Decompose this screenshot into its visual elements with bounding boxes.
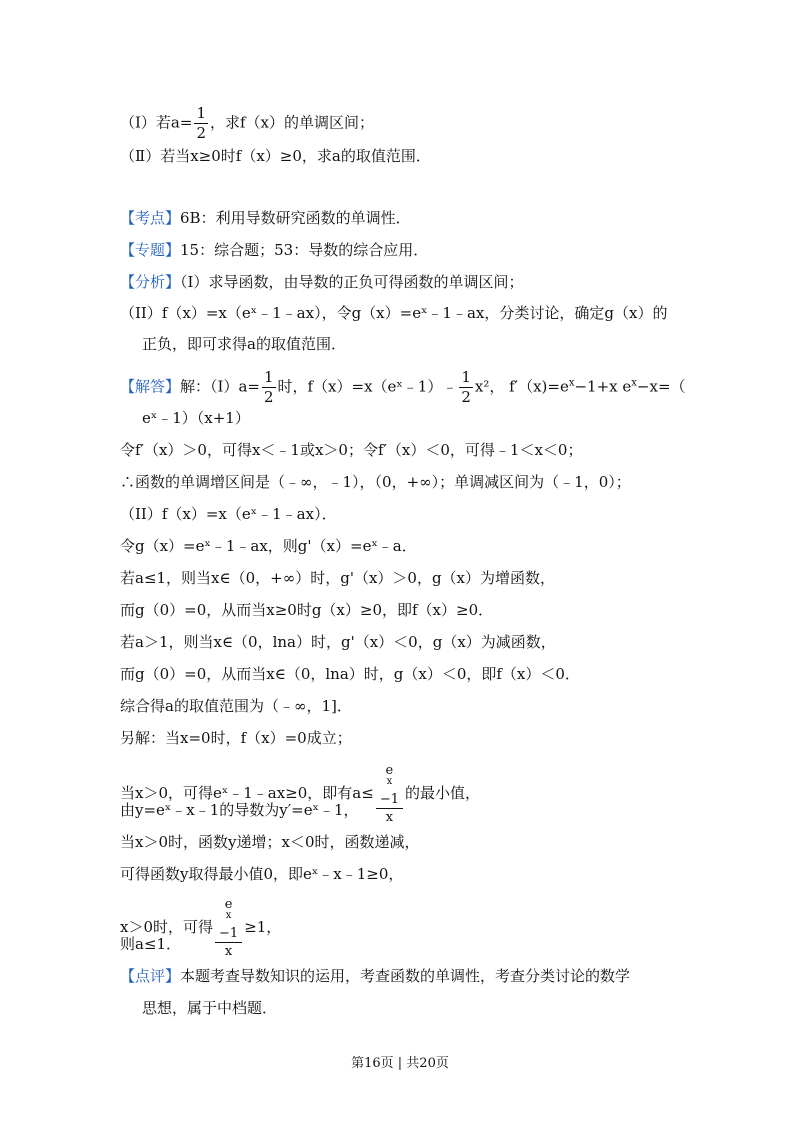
fraction-one-half: $\frac{1}{2}$ (263, 368, 274, 406)
jieda-line-4: ∴函数的单调增区间是（﹣∞，﹣1），（0，+∞）；单调减区间为（﹣1，0）； (120, 473, 631, 491)
fraction-one-half: $\frac{1}{2}$ (461, 368, 471, 406)
fenxi-line-2: （II）f（x）=x（eˣ﹣1﹣ax），令g（x）=eˣ﹣1﹣ax，分类讨论，确定g（x）的 (120, 304, 668, 322)
jieda-line-2: eˣ﹣1）（x+1） (142, 409, 250, 427)
zhuanti-line (120, 240, 428, 260)
zhuanti-text: 15：综合题；53：导数的综合应用． (180, 241, 429, 259)
dianping-line-1 (120, 966, 630, 986)
question-part-1 (120, 106, 374, 141)
jieda-line-6: 令g（x）=eˣ﹣1﹣ax，则g'（x）=eˣ﹣a． (120, 537, 417, 555)
jieda-line-10: 而g（0）=0，从而当x∈（0，lna）时，g（x）＜0，即f（x）＜0． (120, 665, 580, 683)
part1-suffix: ，求f（x）的单调区间； (209, 113, 374, 132)
jieda-line-16: 可得函数y取得最小值0，即eˣ﹣x﹣1≥0， (120, 865, 404, 883)
kaodian-line (120, 208, 411, 228)
jieda-tag: 【解答】 (120, 377, 181, 396)
jieda-line-8: 而g（0）=0，从而当x≥0时g（x）≥0，即f（x）≥0． (120, 601, 494, 619)
jieda-line-18: 则a≤1． (120, 935, 182, 953)
fenxi-line-1 (120, 272, 523, 292)
fraction-ex-minus-1-over-x: e $^x$ −1 x (376, 764, 403, 824)
jieda-line-1: 【解答】解：（I）a= $\frac{1}{2}$ 时，f（x）=x（eˣ﹣1）﹣ $\frac{1}{2}$ x²， $f'(x)=e^x-1+x$ $e^x-x=$（ (120, 368, 686, 406)
jieda-line-15: 当x＞0时，函数y递增；x＜0时，函数递减， (120, 833, 420, 851)
page-footer: 第16页 | 共20页 (351, 1056, 449, 1071)
kaodian-tag: 【考点】 (120, 209, 181, 227)
fenxi-text-1: （I）求导函数，由导数的正负可得函数的单调区间； (180, 273, 524, 291)
jieda-line-13: 当x＞0，可得eˣ﹣1﹣ax≥0，即有a≤ e $^x$ −1 x 的最小值， (120, 763, 480, 825)
question-part-2: （Ⅱ）若当x≥0时f（x）≥0，求a的取值范围． (120, 147, 431, 165)
dianping-tag: 【点评】 (120, 967, 181, 985)
fraction-one-half: $\frac{1}{2}$ (196, 104, 206, 142)
jieda-line-3: 令f′（x）＞0，可得x＜﹣1或x＞0；令f′（x）＜0，可得﹣1＜x＜0； (120, 441, 583, 459)
dianping-text-1: 本题考查导数知识的运用，考查函数的单调性，考查分类讨论的数学 (180, 967, 631, 985)
part1-prefix: （Ⅰ）若a= (120, 113, 193, 132)
jieda-line-17: x＞0时，可得 e $^x$ −1 x ≥1， (120, 897, 282, 959)
zhuanti-tag: 【专题】 (120, 241, 181, 259)
jieda-line-11: 综合得a的取值范围为（﹣∞，1]． (120, 697, 352, 715)
jieda-line-9: 若a＞1，则当x∈（0，lna）时，g'（x）＜0，g（x）为减函数， (120, 633, 556, 651)
fenxi-line-3: 正负，即可求得a的取值范围． (142, 335, 346, 353)
jieda-line-5: （II）f（x）=x（eˣ﹣1﹣ax）． (120, 505, 337, 523)
dianping-line-2: 思想，属于中档题． (142, 999, 278, 1017)
kaodian-text: 6B：利用导数研究函数的单调性． (180, 209, 411, 227)
fenxi-tag: 【分析】 (120, 273, 181, 291)
jieda-line-12: 另解：当x=0时，f（x）=0成立； (120, 729, 352, 747)
jieda-line-14: 由y=eˣ﹣x﹣1的导数为y′=eˣ﹣1， (120, 801, 359, 819)
jieda-line-7: 若a≤1，则当x∈（0，+∞）时，g'（x）＞0，g（x）为增函数， (120, 569, 556, 587)
fraction-ex-minus-1-over-x: e $^x$ −1 x (215, 898, 242, 958)
